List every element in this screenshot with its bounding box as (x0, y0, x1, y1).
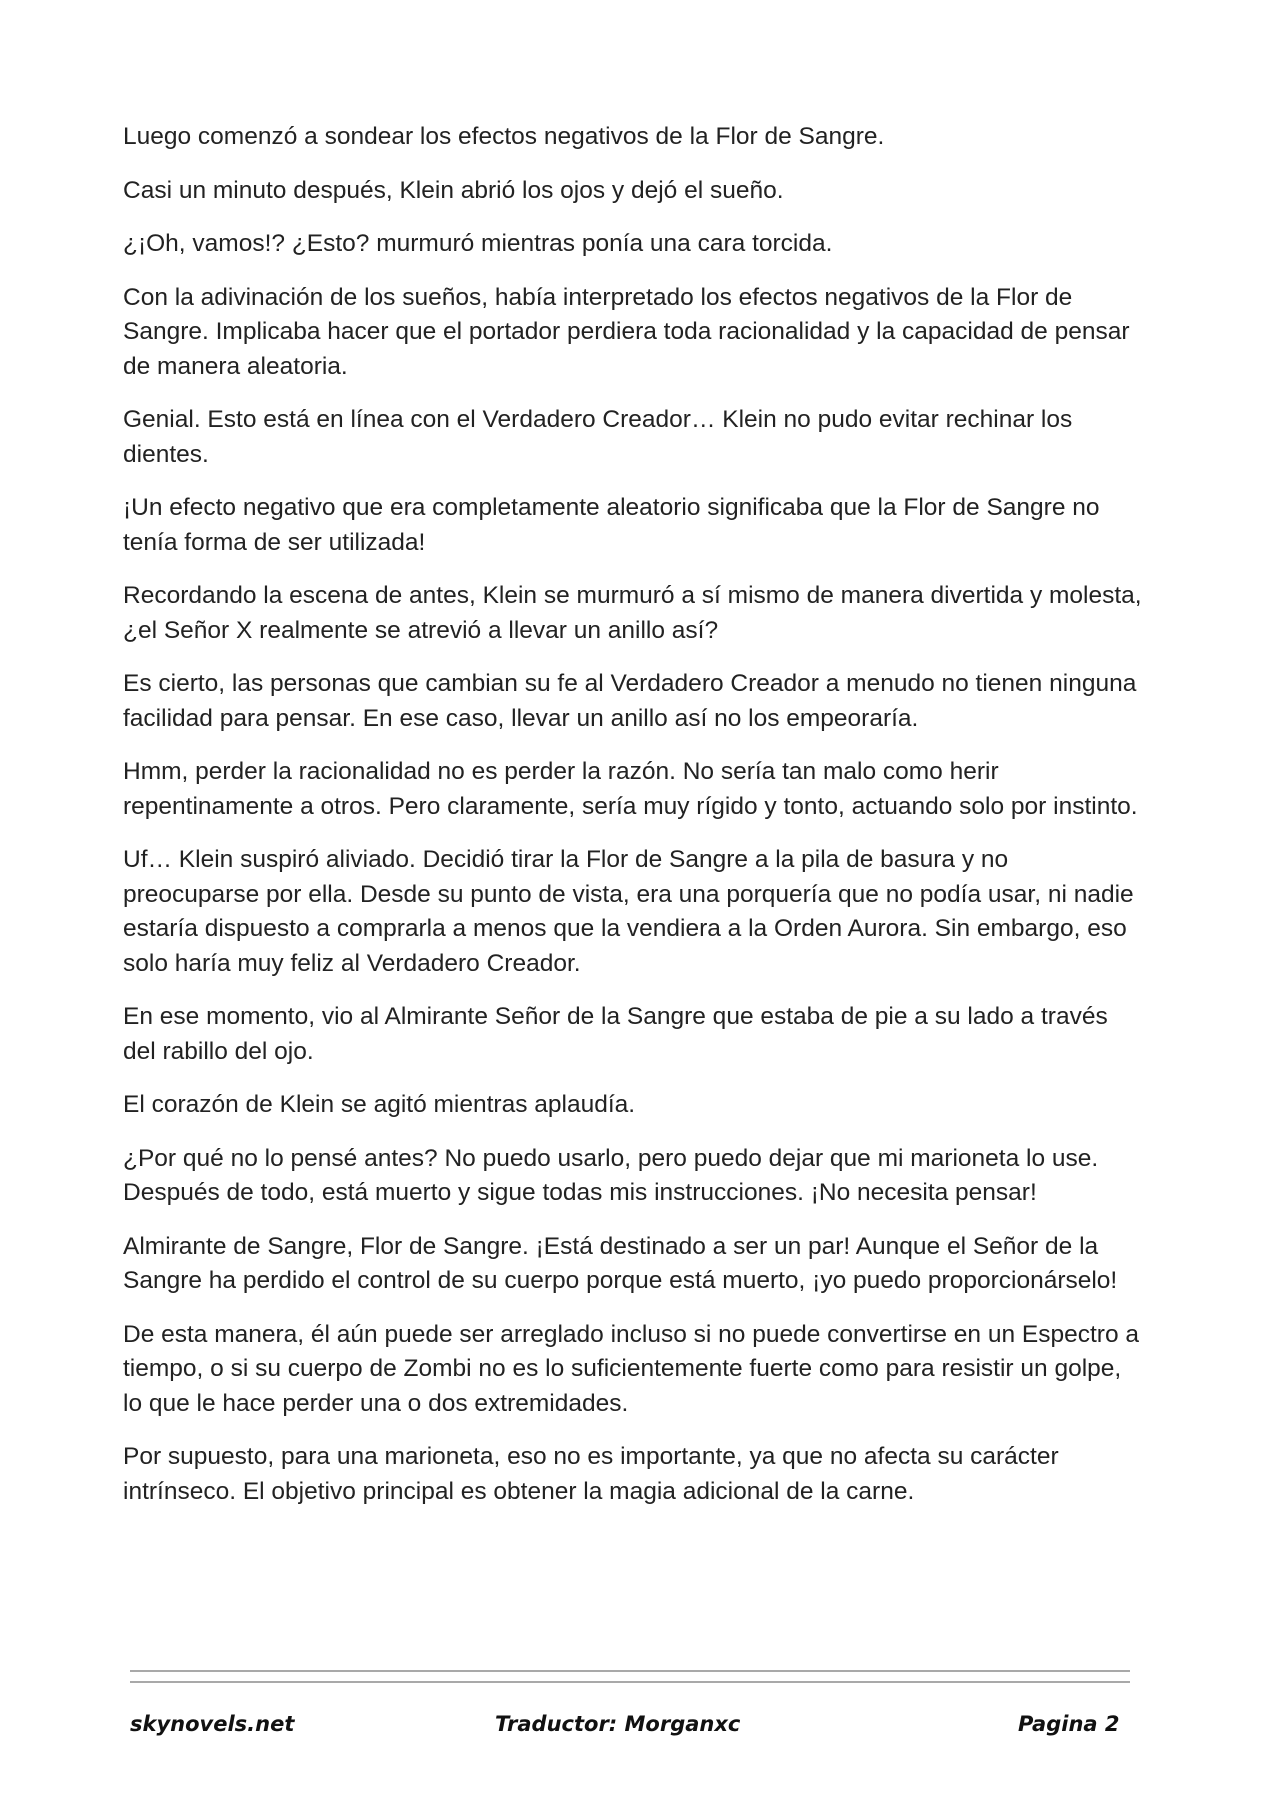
paragraph: En ese momento, vio al Almirante Señor de la Sangre que estaba de pie a su lado a través del rabillo del ojo. (123, 1003, 1108, 1065)
paragraph: Recordando la escena de antes, Klein se murmuró a sí mismo de manera divertida y molesta, ¿el Señor X realmente se atrevió a llevar un anillo así? (123, 582, 1142, 644)
paragraph: Luego comenzó a sondear los efectos negativos de la Flor de Sangre. (123, 123, 885, 150)
footer-site-name: skynovels.net (130, 1712, 295, 1736)
footer-divider-top (130, 1670, 1130, 1672)
footer-divider-bottom (130, 1681, 1130, 1683)
paragraph: Casi un minuto después, Klein abrió los ojos y dejó el sueño. (123, 176, 784, 204)
paragraph: Por supuesto, para una marioneta, eso no es importante, ya que no afecta su carácter intrínseco. El objetivo principal es obtener la magia adicional de la carne. (123, 1443, 1059, 1505)
footer-translator: Traductor: Morganxc (495, 1712, 741, 1736)
paragraph: Almirante de Sangre, Flor de Sangre. ¡Está destinado a ser un par! Aunque el Señor de la Sangre ha perdido el control de su cuerpo porque está muerto, ¡yo puedo proporcionárselo! (123, 1232, 1118, 1294)
body-text (123, 120, 1143, 1528)
paragraph: ¿Por qué no lo pensé antes? No puedo usarlo, pero puedo dejar que mi marioneta lo use. Después de todo, está muerto y sigue todas mis instrucciones. ¡No necesita pensar! (123, 1144, 1099, 1206)
paragraph: Uf… Klein suspiró aliviado. Decidió tirar la Flor de Sangre a la pila de basura y no preocuparse por ella. Desde su punto de vista, era una porquería que no podía usar, ni nadie estaría dispuesto a comprarla a menos que la vendiera a la Orden Aurora. Sin embargo, eso solo haría muy feliz al Verdadero Creador. (123, 846, 1134, 977)
paragraph: ¿¡Oh, vamos!? ¿Esto? murmuró mientras ponía una cara torcida. (123, 230, 833, 257)
paragraph: Con la adivinación de los sueños, había interpretado los efectos negativos de la Flor de Sangre. Implicaba hacer que el portador perdiera toda racionalidad y la capacidad de pensar de manera aleatoria. (123, 283, 1130, 380)
paragraph: ¡Un efecto negativo que era completamente aleatorio significaba que la Flor de Sangre no tenía forma de ser utilizada! (123, 494, 1100, 556)
paragraph: Es cierto, las personas que cambian su fe al Verdadero Creador a menudo no tienen ninguna facilidad para pensar. En ese caso, llevar un anillo así no los empeoraría. (123, 670, 1137, 732)
paragraph: El corazón de Klein se agitó mientras aplaudía. (123, 1091, 636, 1118)
footer-page-number: Pagina 2 (1018, 1712, 1120, 1736)
paragraph: Hmm, perder la racionalidad no es perder la razón. No sería tan malo como herir repentinamente a otros. Pero claramente, sería muy rígido y tonto, actuando solo por instinto. (123, 758, 1138, 820)
paragraph: De esta manera, él aún puede ser arreglado incluso si no puede convertirse en un Espectro a tiempo, o si su cuerpo de Zombi no es lo suficientemente fuerte como para resistir un golpe, lo que le hace perder una o dos extremidades. (123, 1320, 1140, 1417)
paragraph: Genial. Esto está en línea con el Verdadero Creador… Klein no pudo evitar rechinar los dientes. (123, 406, 1073, 468)
